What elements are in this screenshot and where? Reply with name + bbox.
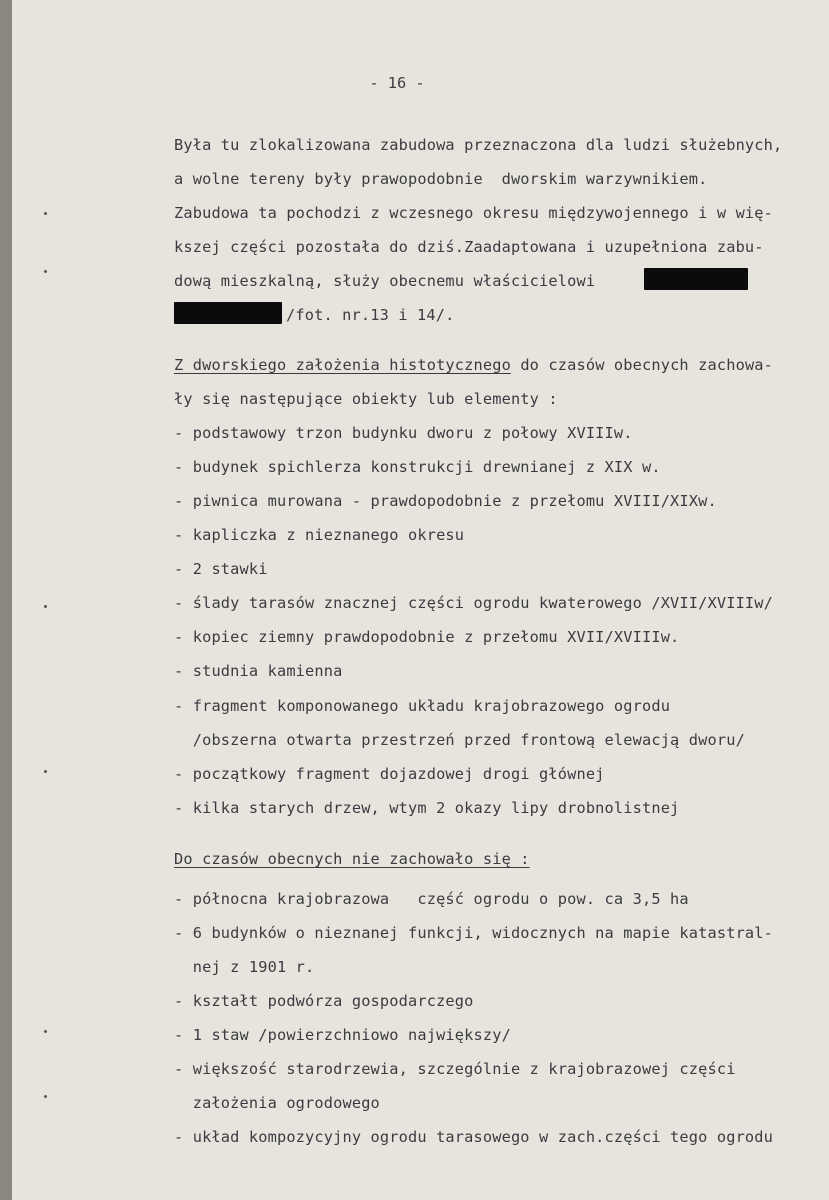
list-item: - ślady tarasów znacznej części ogrodu kwaterowego /XVII/XVIIIw/: [174, 594, 774, 612]
margin-speck: [44, 270, 47, 273]
page-number: - 16 -: [369, 74, 425, 92]
paragraph-line: Była tu zlokalizowana zabudowa przeznaczona dla ludzi służebnych,: [174, 136, 783, 154]
list-item: - północna krajobrazowa część ogrodu o pow. ca 3,5 ha: [174, 890, 689, 908]
list-item: - układ kompozycyjny ogrodu tarasowego w zach.części tego ogrodu: [174, 1128, 774, 1146]
list-item: - początkowy fragment dojazdowej drogi głównej: [174, 765, 605, 783]
paragraph-line: kszej części pozostała do dziś.Zaadaptowana i uzupełniona zabu-: [174, 238, 764, 256]
redaction-block: [644, 268, 748, 290]
paragraph-line: dową mieszkalną, służy obecnemu właścicielowi: [174, 272, 596, 290]
list-item: założenia ogrodowego: [174, 1094, 380, 1112]
paragraph-line: a wolne tereny były prawopodobnie dworskim warzywnikiem.: [174, 170, 708, 188]
list-item: - kapliczka z nieznanego okresu: [174, 526, 465, 544]
margin-speck: [44, 1030, 47, 1033]
heading-rest: do czasów obecnych zachowa-: [510, 356, 774, 374]
list-item: - kształt podwórza gospodarczego: [174, 992, 474, 1010]
section-heading-line2: ły się następujące obiekty lub elementy :: [174, 390, 558, 408]
list-item: - kilka starych drzew, wtym 2 okazy lipy drobnolistnej: [174, 799, 680, 817]
list-item: /obszerna otwarta przestrzeń przed frontową elewacją dworu/: [174, 731, 745, 749]
list-item: - 1 staw /powierzchniowo największy/: [174, 1026, 511, 1044]
section-heading: [174, 356, 773, 374]
paragraph-line: Zabudowa ta pochodzi z wczesnego okresu międzywojennego i w wię-: [174, 204, 774, 222]
heading-underlined: Z dworskiego założenia histotycznego: [174, 356, 511, 374]
paragraph-line: /fot. nr.13 i 14/.: [286, 306, 455, 324]
margin-speck: [44, 770, 47, 773]
margin-speck: [44, 1095, 47, 1098]
list-item: - podstawowy trzon budynku dworu z połowy XVIIIw.: [174, 424, 633, 442]
list-item: nej z 1901 r.: [174, 958, 315, 976]
margin-speck: [44, 212, 47, 215]
list-item: - budynek spichlerza konstrukcji drewnianej z XIX w.: [174, 458, 661, 476]
redaction-block: [174, 302, 282, 324]
list-item: - większość starodrzewia, szczególnie z krajobrazowej części: [174, 1060, 736, 1078]
list-item: - 2 stawki: [174, 560, 268, 578]
list-item: - studnia kamienna: [174, 662, 343, 680]
margin-speck: [44, 605, 47, 608]
section-heading: Do czasów obecnych nie zachowało się :: [174, 850, 530, 868]
list-item: - piwnica murowana - prawdopodobnie z przełomu XVIII/XIXw.: [174, 492, 717, 510]
list-item: - kopiec ziemny prawdopodobnie z przełomu XVII/XVIIIw.: [174, 628, 680, 646]
list-item: - 6 budynków o nieznanej funkcji, widocznych na mapie katastral-: [174, 924, 774, 942]
list-item: - fragment komponowanego układu krajobrazowego ogrodu: [174, 697, 671, 715]
